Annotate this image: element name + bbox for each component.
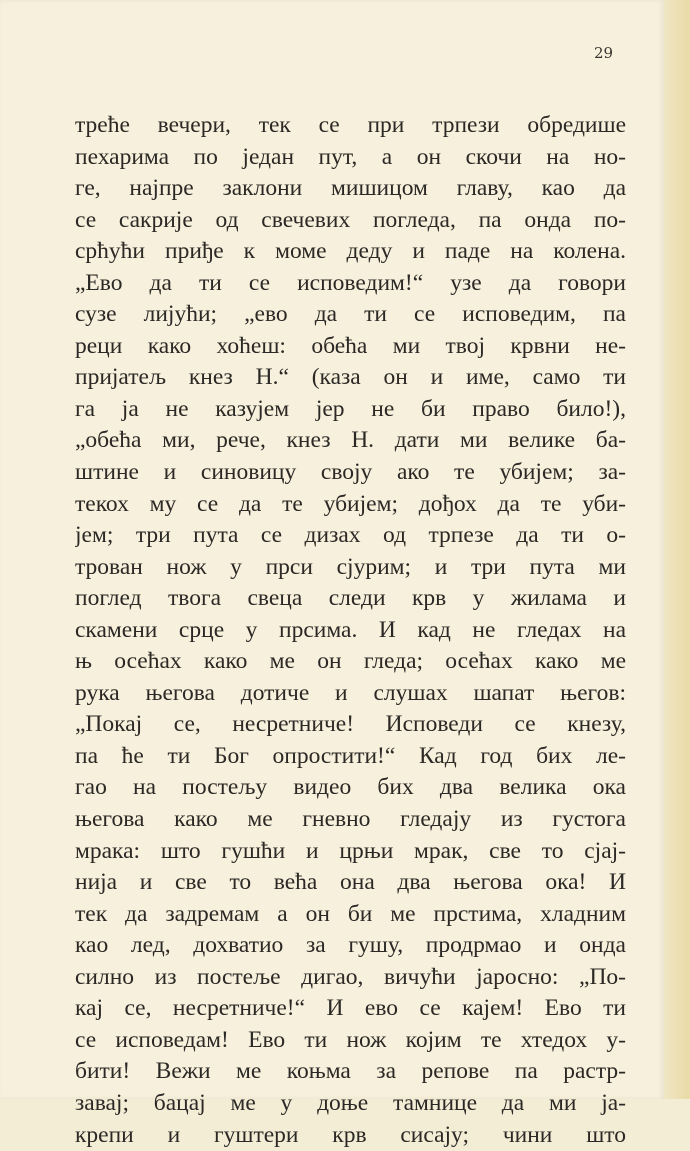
text-line: реци како хоћеш: обећа ми твој крвни не- — [75, 331, 626, 363]
text-line: „Ево да ти се исповедим!“ узе да говори — [75, 268, 626, 300]
text-line: тек да задремам а он би ме прстима, хладним — [75, 899, 626, 931]
text-line: као лед, дохватио за гушу, продрмао и онда — [75, 930, 626, 962]
text-line: се сакрије од свечевих погледа, па онда по- — [75, 205, 626, 237]
text-line: пријатељ кнез Н.“ (каза он и име, само ти — [75, 362, 626, 394]
text-line: бити! Вежи ме коњма за репове па растр- — [75, 1056, 626, 1088]
text-line: силно из постеље дигао, вичући јаросно: „По- — [75, 962, 626, 994]
text-line: пехарима по један пут, а он скочи на но- — [75, 142, 626, 174]
text-line: штине и синовицу своју ако те убијем; за- — [75, 457, 626, 489]
text-line: поглед твога свеца следи крв у жилама и — [75, 583, 626, 615]
text-line: гао на постељу видео бих два велика ока — [75, 772, 626, 804]
page-number: 29 — [594, 44, 613, 62]
text-line: јем; три пута се дизах од трпезе да ти о- — [75, 520, 626, 552]
text-line: рука његова дотиче и слушах шапат његов: — [75, 678, 626, 710]
page-edge — [664, 0, 690, 1099]
text-line: мрака: што гушћи и црњи мрак, све то сјај- — [75, 836, 626, 868]
text-line: па ће ти Бог опростити!“ Кад год бих ле- — [75, 741, 626, 773]
text-line: га ја не казујем јер не би право било!), — [75, 394, 626, 426]
text-line: сузе лијући; „ево да ти се исповедим, па — [75, 299, 626, 331]
text-line: „Покај се, несретниче! Исповеди се кнезу, — [75, 709, 626, 741]
text-line: његова како ме гневно гледају из густога — [75, 804, 626, 836]
text-line: њ осећах како ме он гледа; осећах како ме — [75, 646, 626, 678]
text-line: треће вечери, тек се при трпези обредише — [75, 110, 626, 142]
text-line: скамени срце у прсима. И кад не гледах на — [75, 615, 626, 647]
text-line: срћући приђе к моме деду и паде на колена. — [75, 236, 626, 268]
text-line: завај; бацај ме у доње тамнице да ми ја- — [75, 1088, 626, 1120]
text-line: кај се, несретниче!“ И ево се кајем! Ево ти — [75, 993, 626, 1025]
text-line: се исповедам! Ево ти нож којим те хтедох у- — [75, 1025, 626, 1057]
text-line: „обећа ми, рече, кнез Н. дати ми велике ба- — [75, 425, 626, 457]
text-line: нија и све то већа она два његова ока! И — [75, 867, 626, 899]
body-text — [75, 110, 626, 1151]
text-line: ге, најпре заклони мишицом главу, као да — [75, 173, 626, 205]
text-line: крепи и гуштери крв сисају; чини што — [75, 1120, 626, 1151]
text-line: текох му се да те убијем; дођох да те уби- — [75, 489, 626, 521]
text-line: трован нож у прси сјурим; и три пута ми — [75, 552, 626, 584]
